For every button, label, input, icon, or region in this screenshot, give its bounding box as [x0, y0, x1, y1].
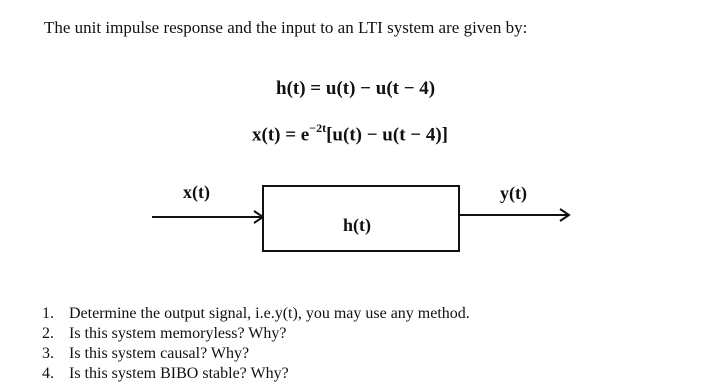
question-text: Is this system BIBO stable? Why?: [69, 365, 289, 382]
question-text: Determine the output signal, i.e.y(t), you may use any method.: [69, 305, 470, 322]
impulse-response-equation: h(t) = u(t) − u(t − 4): [276, 78, 436, 99]
question-number: 4.: [42, 365, 54, 382]
output-signal-label: y(t): [500, 183, 527, 203]
list-item: [42, 364, 470, 384]
input-equation-lhs: x(t) = e: [252, 124, 310, 146]
input-equation-rhs: [u(t) − u(t − 4)]: [326, 124, 448, 146]
input-equation-exponent: −2t: [309, 121, 327, 135]
problem-intro: The unit impulse response and the input to an LTI system are given by:: [44, 18, 528, 37]
question-number: 1.: [42, 305, 54, 322]
question-text: Is this system memoryless? Why?: [69, 325, 287, 342]
list-item: [42, 344, 470, 364]
input-signal-label: x(t): [183, 182, 210, 202]
list-item: [42, 324, 470, 344]
question-number: 2.: [42, 325, 54, 342]
question-number: 3.: [42, 345, 54, 362]
list-item: [42, 304, 470, 324]
question-text: Is this system causal? Why?: [69, 345, 250, 362]
question-list: [42, 304, 470, 384]
system-block-label: h(t): [343, 215, 371, 235]
